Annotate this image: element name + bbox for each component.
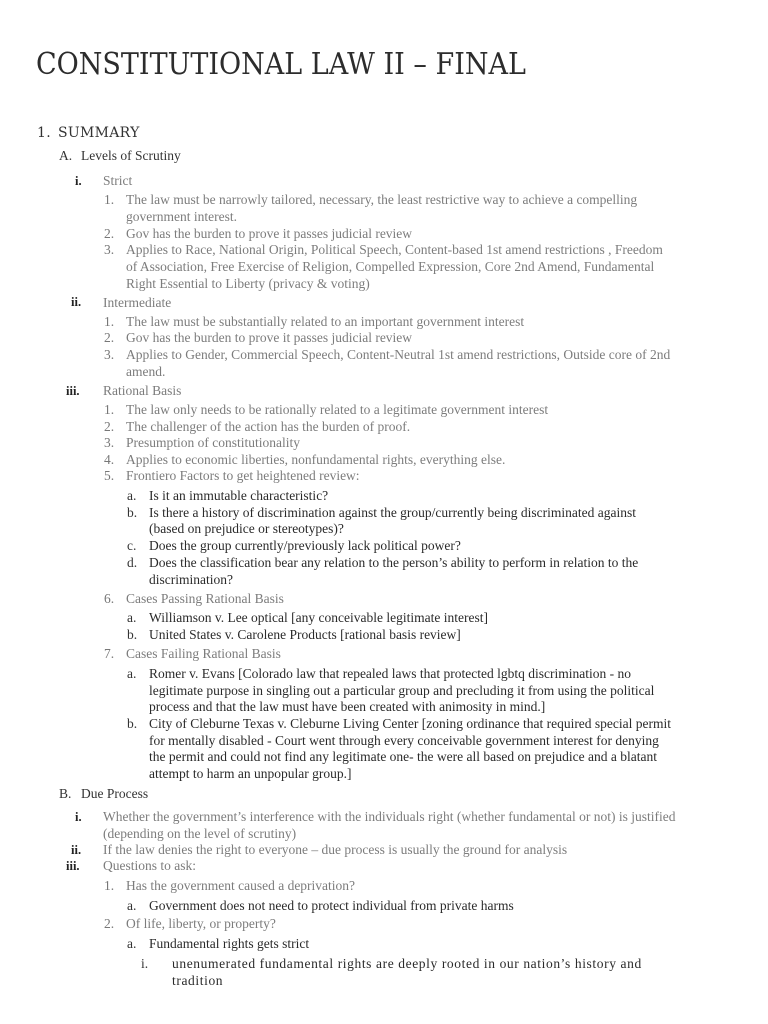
subsection-heading-due-process: Due Process <box>81 786 149 801</box>
list-item-line: process and that the law must have been created with animosity in mind.] <box>149 699 546 714</box>
list-marker: 5. <box>104 468 115 483</box>
list-item-line: Has the government caused a deprivation? <box>126 878 356 893</box>
list-item-line: Romer v. Evans [Colorado law that repealed laws that protected lgbtq discrimination - no <box>149 666 631 681</box>
list-marker: a. <box>127 610 137 625</box>
list-item-line: amend. <box>126 364 166 379</box>
list-marker: d. <box>127 555 138 570</box>
list-item-line: The law must be narrowly tailored, necessary, the least restrictive way to achieve a compelling <box>126 192 638 207</box>
list-marker: 1. <box>104 314 115 329</box>
roman-marker: ii. <box>71 295 82 309</box>
list-item-line: Gov has the burden to prove it passes judicial review <box>126 330 413 345</box>
list-item-line: Right Essential to Liberty (privacy & voting) <box>126 276 370 291</box>
list-marker: 3. <box>104 347 115 362</box>
heading-cases-failing: Cases Failing Rational Basis <box>126 646 281 661</box>
list-marker: a. <box>127 666 137 681</box>
list-item-line: United States v. Carolene Products [rational basis review] <box>149 627 461 642</box>
list-item-line: Government does not need to protect individual from private harms <box>149 898 514 913</box>
list-marker: 7. <box>104 646 115 661</box>
subsection-marker: B. <box>59 786 72 801</box>
list-item-line: of Association, Free Exercise of Religion, Compelled Expression, Core 2nd Amend, Fundamental <box>126 259 655 274</box>
list-item-line: Is it an immutable characteristic? <box>149 488 329 503</box>
list-item-line: Is there a history of discrimination against the group/currently being discriminated against <box>149 505 636 520</box>
list-item-line: discrimination? <box>149 572 233 587</box>
list-marker: a. <box>127 488 137 503</box>
list-marker: 2. <box>104 330 115 345</box>
list-item-line: Applies to economic liberties, nonfundamental rights, everything else. <box>126 452 506 467</box>
list-marker: 2. <box>104 419 115 434</box>
list-item-line: Applies to Gender, Commercial Speech, Content-Neutral 1st amend restrictions, Outside core of 2nd <box>126 347 671 362</box>
section-heading-summary: SUMMARY <box>58 125 140 141</box>
list-item-line: City of Cleburne Texas v. Cleburne Living Center [zoning ordinance that required special permit <box>149 716 672 731</box>
roman-marker: i. <box>75 810 82 824</box>
list-item-line: (based on prejudice or stereotypes)? <box>149 521 344 536</box>
document-title: CONSTITUTIONAL LAW II – FINAL <box>36 47 526 82</box>
list-item-line: The law must be substantially related to an important government interest <box>126 314 525 329</box>
roman-marker: iii. <box>66 384 80 398</box>
list-item-line: unenumerated fundamental rights are deeply rooted in our nation’s history and <box>172 956 642 971</box>
list-item-line: If the law denies the right to everyone – due process is usually the ground for analysis <box>103 842 568 857</box>
list-item-line: The law only needs to be rationally related to a legitimate government interest <box>126 402 549 417</box>
list-item-line: attempt to harm an unpopular group.] <box>149 766 352 781</box>
list-item-line: Gov has the burden to prove it passes judicial review <box>126 226 413 241</box>
roman-marker: i. <box>75 174 82 188</box>
list-marker: b. <box>127 716 138 731</box>
heading-cases-passing: Cases Passing Rational Basis <box>126 591 284 606</box>
list-item-line: tradition <box>172 973 224 988</box>
list-item-line: The challenger of the action has the burden of proof. <box>126 419 411 434</box>
list-item-line: Does the group currently/previously lack political power? <box>149 538 461 553</box>
list-marker: 1. <box>104 192 115 207</box>
heading-rational-basis: Rational Basis <box>103 383 182 398</box>
list-item-line: Does the classification bear any relation to the person’s ability to perform in relation to the <box>149 555 639 570</box>
list-marker: 1. <box>104 878 115 893</box>
subsection-heading-levels-of-scrutiny: Levels of Scrutiny <box>81 148 181 163</box>
list-item-line: for mentally disabled - Court went through every conceivable government interest for denying <box>149 733 659 748</box>
list-marker: 4. <box>104 452 115 467</box>
list-item-line: legitimate purpose in singling out a particular group and precluding it from using the political <box>149 683 655 698</box>
list-marker: 3. <box>104 242 115 257</box>
list-item-line: Williamson v. Lee optical [any conceivable legitimate interest] <box>149 610 488 625</box>
list-marker: 3. <box>104 435 115 450</box>
heading-strict: Strict <box>103 173 133 188</box>
roman-marker: iii. <box>66 859 80 873</box>
list-marker: 2. <box>104 916 115 931</box>
list-item-line: the permit and could not find any legitimate one- the were all based on prejudice and a blatant <box>149 749 657 764</box>
list-item-line: Frontiero Factors to get heightened review: <box>126 468 360 483</box>
list-marker: 1. <box>104 402 115 417</box>
list-item-line: Presumption of constitutionality <box>126 435 300 450</box>
list-marker: a. <box>127 898 137 913</box>
list-item-line: Fundamental rights gets strict <box>149 936 310 951</box>
list-marker: b. <box>127 505 138 520</box>
list-marker: b. <box>127 627 138 642</box>
section-marker: 1. <box>37 125 51 141</box>
list-item-line: government interest. <box>126 209 237 224</box>
list-marker: c. <box>127 538 137 553</box>
list-item-line: Of life, liberty, or property? <box>126 916 276 931</box>
roman-marker: ii. <box>71 843 82 857</box>
list-marker: 6. <box>104 591 115 606</box>
subsection-marker: A. <box>59 148 73 163</box>
list-item-line: Applies to Race, National Origin, Political Speech, Content-based 1st amend restrictions , Freedom <box>126 242 663 257</box>
list-marker: 2. <box>104 226 115 241</box>
list-item-line: Whether the government’s interference with the individuals right (whether fundamental or not) is justified <box>103 809 676 824</box>
list-marker: i. <box>141 956 149 971</box>
list-item-line: Questions to ask: <box>103 858 196 873</box>
list-item-line: (depending on the level of scrutiny) <box>103 826 297 841</box>
heading-intermediate: Intermediate <box>103 295 172 310</box>
list-marker: a. <box>127 936 137 951</box>
